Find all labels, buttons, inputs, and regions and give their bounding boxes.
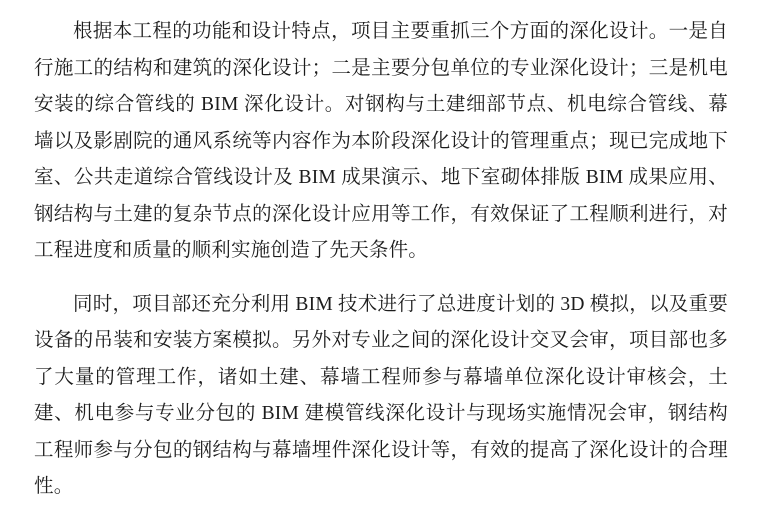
document-body xyxy=(34,14,728,506)
paragraph-2: 同时，项目部还充分利用 BIM 技术进行了总进度计划的 3D 模拟，以及重要设备的吊装和安装方案模拟。另外对专业之间的深化设计交叉会审，项目部也多了大量的管理工作，诸如土建、幕墙工程师参与幕墙单位深化设计审核会，土建、机电参与专业分包的 BIM 建模管线深化设计与现场实施情况会审，钢结构工程师参与分包的钢结构与幕墙埋件深化设计等，有效的提高了深化设计的合理性。 xyxy=(34,293,728,497)
paragraph-1: 根据本工程的功能和设计特点，项目主要重抓三个方面的深化设计。一是自行施工的结构和建筑的深化设计；二是主要分包单位的专业深化设计；三是机电安装的综合管线的 BIM 深化设计。对钢构与土建细部节点、机电综合管线、幕墙以及影剧院的通风系统等内容作为本阶段深化设计的管理重点；现已完成地下室、公共走道综合管线设计及 BIM 成果演示、地下室砌体排版 BIM 成果应用、钢结构与土建的复杂节点的深化设计应用等工作，有效保证了工程顺利进行，对工程进度和质量的顺利实施创造了先天条件。 xyxy=(34,21,728,261)
